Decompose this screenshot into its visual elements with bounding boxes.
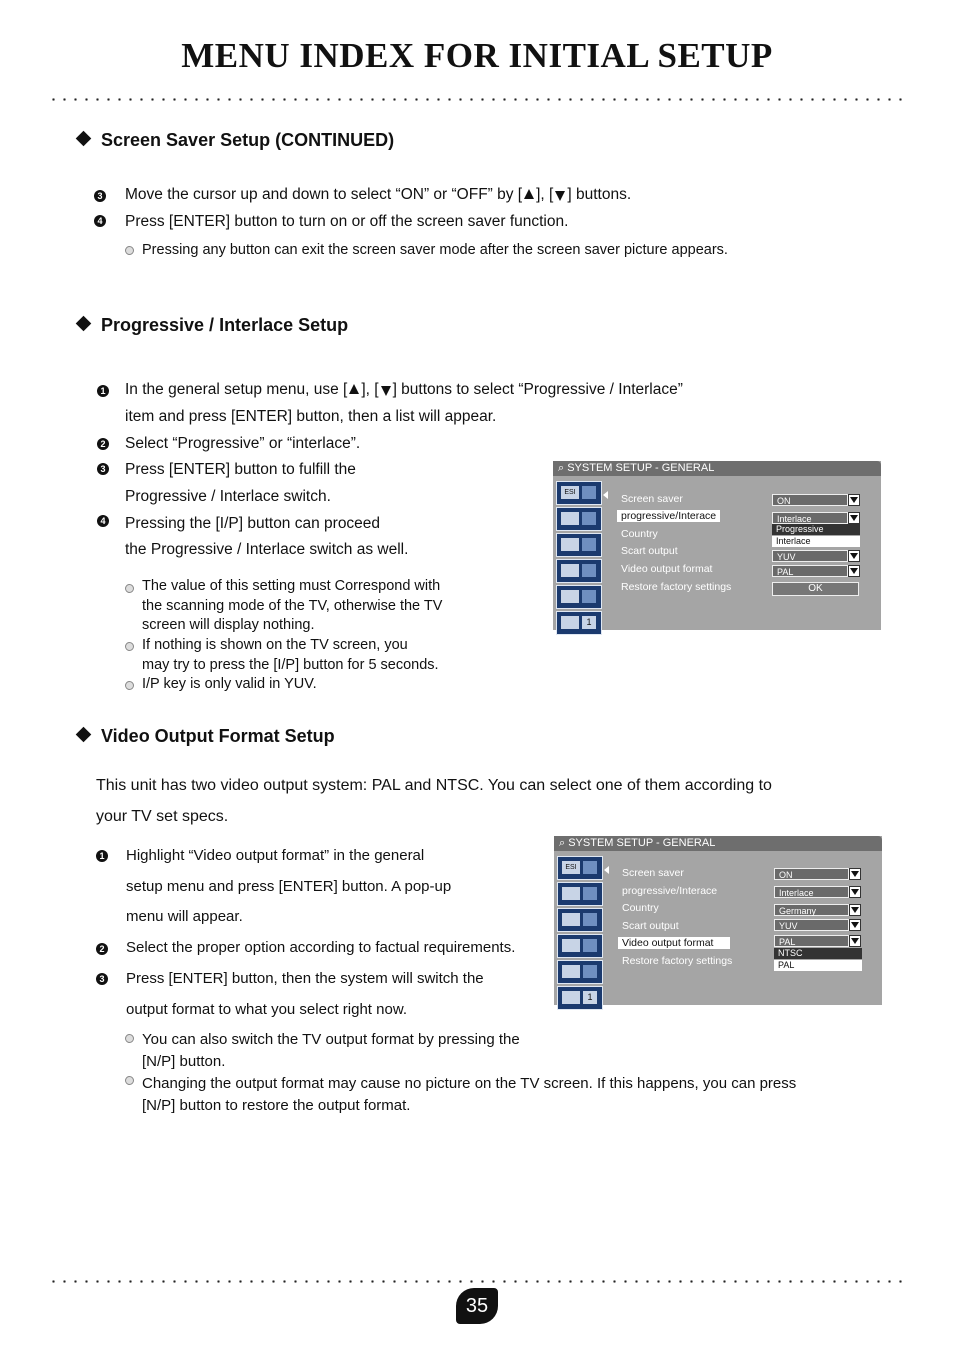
camera-setup-icon — [557, 908, 603, 932]
camera-setup-icon — [556, 533, 602, 557]
progressive-heading — [78, 315, 348, 336]
icon-label: ESI — [561, 486, 579, 499]
menu-item[interactable]: Restore factory settings — [621, 581, 732, 593]
option[interactable]: PAL — [774, 960, 862, 971]
system-setup-screen-2 — [554, 836, 882, 1005]
video-step-3: Press [ENTER] button, then the system will switch the — [126, 970, 484, 987]
progressive-note-line: the scanning mode of the TV, otherwise the TV — [142, 598, 443, 614]
video-step-1-line3: menu will appear. — [126, 908, 243, 925]
value-field[interactable]: ON — [772, 494, 848, 506]
note-bullet-icon — [125, 681, 134, 690]
general-setup-icon — [557, 856, 603, 880]
text-part: ] buttons to select “Progressive / Interlace” — [392, 381, 683, 398]
value-field[interactable]: Interlace — [772, 512, 848, 524]
diamond-bullet-icon — [76, 316, 92, 332]
screensaver-heading-text: Screen Saver Setup (CONTINUED) — [101, 130, 395, 150]
progressive-note-line: may try to press the [I/P] button for 5 seconds. — [142, 657, 439, 673]
step-number-3: 3 — [97, 463, 109, 475]
progressive-heading-text: Progressive / Interlace Setup — [101, 315, 349, 335]
screensaver-heading — [78, 130, 394, 151]
video-note-1: You can also switch the TV output format by pressing the — [142, 1031, 520, 1048]
rating-setup-icon — [557, 986, 603, 1010]
step-number-3: 3 — [96, 973, 108, 985]
screen-header: ⌕ SYSTEM SETUP - GENERAL — [553, 461, 881, 476]
screen-header-text: SYSTEM SETUP - GENERAL — [567, 462, 715, 474]
video-step-1-line2: setup menu and press [ENTER] button. A pop-up — [126, 878, 452, 895]
antenna-setup-icon — [556, 585, 602, 609]
screensaver-step-3 — [125, 186, 631, 204]
dropdown-arrow-icon[interactable] — [848, 550, 860, 562]
step-number-3: 3 — [94, 190, 106, 202]
video-intro-line2: your TV set specs. — [96, 808, 229, 825]
text-part: ], [ — [536, 186, 554, 203]
value-field[interactable]: Interlace — [774, 886, 849, 898]
note-bullet-icon — [125, 642, 134, 651]
video-step-2: Select the proper option according to factual requirements. — [126, 939, 516, 956]
progressive-note-line: The value of this setting must Correspond with — [142, 578, 441, 594]
screensaver-step-4: Press [ENTER] button to turn on or off the screen saver function. — [125, 213, 569, 230]
text-part: In the general setup menu, use [ — [125, 381, 348, 398]
dropdown-arrow-icon[interactable] — [849, 886, 861, 898]
menu-pointer-icon — [603, 491, 608, 499]
menu-item[interactable]: Country — [622, 902, 659, 914]
icon-label: 1 — [583, 991, 597, 1004]
rating-setup-icon — [556, 611, 602, 635]
progressive-step-1-line2: item and press [ENTER] button, then a list will appear. — [125, 408, 497, 425]
text-part: ] buttons. — [567, 186, 632, 203]
down-arrow-icon — [555, 191, 565, 201]
dropdown-arrow-icon[interactable] — [848, 494, 860, 506]
dropdown-arrow-icon[interactable] — [848, 565, 860, 577]
screen-header-text: SYSTEM SETUP - GENERAL — [568, 837, 716, 849]
note-bullet-icon — [125, 584, 134, 593]
video-setup-icon — [556, 507, 602, 531]
video-note-2-line2: [N/P] button to restore the output format. — [142, 1097, 411, 1114]
progressive-step-4-line2: the Progressive / Interlace switch as well. — [125, 541, 409, 558]
diamond-bullet-icon — [76, 131, 92, 147]
progressive-step-3: Press [ENTER] button to fulfill the — [125, 461, 356, 478]
icon-label: 1 — [582, 616, 596, 629]
icon-label: ESI — [562, 861, 580, 874]
speaker-setup-icon — [556, 559, 602, 583]
video-note-2: Changing the output format may cause no picture on the TV screen. If this happens, you can press — [142, 1075, 797, 1092]
progressive-note-line: screen will display nothing. — [142, 617, 315, 633]
menu-item[interactable]: Video output format — [621, 563, 713, 575]
page-number: 35 — [456, 1288, 498, 1324]
down-arrow-icon — [381, 386, 391, 396]
text-part: ], [ — [361, 381, 379, 398]
note-bullet-icon — [125, 1076, 134, 1085]
bottom-dotted-divider — [48, 1280, 906, 1283]
progressive-note-line: I/P key is only valid in YUV. — [142, 676, 317, 692]
menu-item[interactable]: Scart output — [622, 920, 679, 932]
screensaver-note: Pressing any button can exit the screen saver mode after the screen saver picture appears. — [142, 242, 728, 258]
progressive-step-1 — [125, 381, 683, 399]
menu-pointer-icon — [604, 866, 609, 874]
dropdown-arrow-icon[interactable] — [848, 512, 860, 524]
value-field[interactable]: YUV — [774, 919, 849, 931]
video-intro-line1: This unit has two video output system: PAL and NTSC. You can select one of them according to — [96, 777, 772, 794]
step-number-1: 1 — [97, 385, 109, 397]
value-field[interactable]: PAL — [774, 935, 849, 947]
progressive-step-3-line2: Progressive / Interlace switch. — [125, 488, 331, 505]
note-bullet-icon — [125, 246, 134, 255]
step-number-2: 2 — [97, 438, 109, 450]
progressive-note-line: If nothing is shown on the TV screen, you — [142, 637, 408, 653]
menu-item-selected[interactable]: progressive/Interace — [617, 510, 720, 522]
menu-item-selected[interactable]: Video output format — [618, 937, 730, 949]
up-arrow-icon — [524, 189, 534, 199]
video-heading-text: Video Output Format Setup — [101, 726, 335, 746]
value-field[interactable]: YUV — [772, 550, 848, 562]
step-number-2: 2 — [96, 943, 108, 955]
video-note-1-line2: [N/P] button. — [142, 1053, 226, 1070]
video-step-1: Highlight “Video output format” in the general — [126, 847, 425, 864]
progressive-step-2: Select “Progressive” or “interlace”. — [125, 435, 361, 452]
menu-item[interactable]: Scart output — [621, 545, 678, 557]
video-step-3-line2: output format to what you select right now. — [126, 1001, 407, 1018]
dropdown-arrow-icon[interactable] — [849, 904, 861, 916]
option[interactable]: Interlace — [772, 536, 860, 547]
option-highlighted[interactable]: NTSC — [774, 948, 862, 959]
text-part: Move the cursor up and down to select “ON” or “OFF” by [ — [125, 186, 523, 203]
top-dotted-divider — [48, 98, 906, 101]
option-highlighted[interactable]: Progressive — [772, 524, 860, 535]
menu-item[interactable]: Screen saver — [621, 493, 683, 505]
note-bullet-icon — [125, 1034, 134, 1043]
video-setup-icon — [557, 882, 603, 906]
step-number-4: 4 — [97, 515, 109, 527]
value-field[interactable]: PAL — [772, 565, 848, 577]
step-number-1: 1 — [96, 850, 108, 862]
page-title: MENU INDEX FOR INITIAL SETUP — [181, 36, 773, 75]
menu-item[interactable]: Restore factory settings — [622, 955, 733, 967]
menu-item[interactable]: Country — [621, 528, 658, 540]
step-number-4: 4 — [94, 215, 106, 227]
screen-header: ⌕ SYSTEM SETUP - GENERAL — [554, 836, 882, 851]
menu-item[interactable]: progressive/Interace — [622, 885, 718, 897]
dropdown-arrow-icon[interactable] — [849, 935, 861, 947]
general-setup-icon — [556, 481, 602, 505]
dropdown-arrow-icon[interactable] — [849, 919, 861, 931]
diamond-bullet-icon — [76, 727, 92, 743]
up-arrow-icon — [349, 384, 359, 394]
system-setup-screen-1 — [553, 461, 881, 630]
antenna-setup-icon — [557, 960, 603, 984]
value-field[interactable]: Germany — [774, 904, 849, 916]
progressive-step-4: Pressing the [I/P] button can proceed — [125, 515, 381, 532]
video-heading — [78, 726, 335, 747]
menu-item[interactable]: Screen saver — [622, 867, 684, 879]
speaker-setup-icon — [557, 934, 603, 958]
ok-button[interactable]: OK — [772, 582, 859, 596]
dropdown-arrow-icon[interactable] — [849, 868, 861, 880]
value-field[interactable]: ON — [774, 868, 849, 880]
